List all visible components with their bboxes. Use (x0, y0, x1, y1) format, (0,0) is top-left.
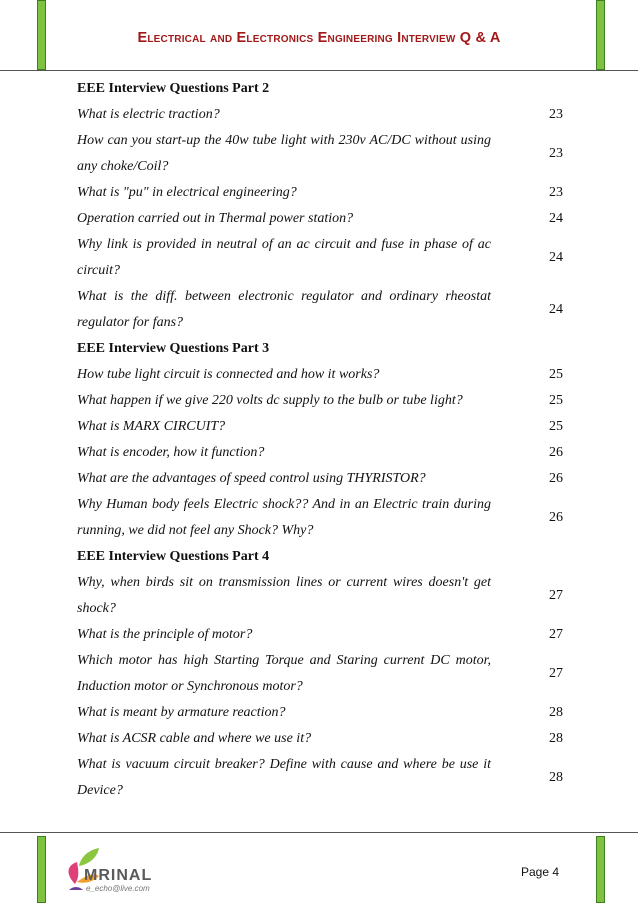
footer-rule (0, 832, 638, 833)
toc-question: What is "pu" in electrical engineering? (77, 185, 297, 200)
logo-name: MRINAL (84, 867, 153, 884)
toc-page-number: 28 (549, 770, 563, 785)
toc-page-number: 24 (549, 302, 563, 317)
toc-entry[interactable] (77, 440, 563, 466)
toc-page-number: 25 (549, 393, 563, 408)
toc-entry[interactable] (77, 700, 563, 726)
toc-entry[interactable] (77, 232, 563, 284)
toc-question: Why, when birds sit on transmission lines or current wires doesn't get shock? (77, 575, 491, 616)
table-of-contents (77, 76, 563, 804)
logo-email: e_echo@live.com (86, 884, 150, 893)
toc-question: What is the diff. between electronic regulator and ordinary rheostat regulator for fans? (77, 289, 491, 330)
toc-question: What is MARX CIRCUIT? (77, 419, 226, 434)
toc-entry[interactable] (77, 414, 563, 440)
toc-entry[interactable] (77, 492, 563, 544)
toc-page-number: 27 (549, 666, 563, 681)
toc-question: How tube light circuit is connected and how it works? (77, 367, 380, 382)
toc-entry[interactable] (77, 466, 563, 492)
toc-entry[interactable] (77, 622, 563, 648)
header-rule (0, 70, 638, 71)
toc-question: Operation carried out in Thermal power station? (77, 211, 354, 226)
toc-question: What is the principle of motor? (77, 627, 253, 642)
toc-page-number: 24 (549, 250, 563, 265)
toc-page-number: 24 (549, 211, 563, 226)
toc-entry[interactable] (77, 180, 563, 206)
toc-question: What is meant by armature reaction? (77, 705, 286, 720)
toc-page-number: 25 (549, 367, 563, 382)
toc-entry[interactable] (77, 388, 563, 414)
toc-page-number: 28 (549, 731, 563, 746)
toc-entry[interactable] (77, 752, 563, 804)
toc-question: What are the advantages of speed control using THYRISTOR? (77, 471, 426, 486)
toc-entry[interactable] (77, 206, 563, 232)
toc-page-number: 26 (549, 445, 563, 460)
toc-page-number: 27 (549, 627, 563, 642)
right-footer-bar (596, 836, 605, 903)
toc-question: What is vacuum circuit breaker? Define with cause and where be use it Device? (77, 757, 491, 798)
document-header-title: Electrical and Electronics Engineering Interview Q & A (137, 30, 501, 46)
toc-question: Which motor has high Starting Torque and Staring current DC motor, Induction motor or Synchronous motor? (77, 653, 491, 694)
toc-page-number: 26 (549, 510, 563, 525)
toc-question: What happen if we give 220 volts dc supply to the bulb or tube light? (77, 393, 463, 408)
toc-question: Why Human body feels Electric shock?? And in an Electric train during running, we did not feel any Shock? Why? (77, 497, 491, 538)
section-heading: EEE Interview Questions Part 2 (77, 81, 270, 96)
toc-entry[interactable] (77, 128, 563, 180)
toc-question: How can you start-up the 40w tube light with 230v AC/DC without using any choke/Coil? (77, 133, 491, 174)
toc-page-number: 23 (549, 185, 563, 200)
toc-page-number: 23 (549, 107, 563, 122)
toc-page-number: 28 (549, 705, 563, 720)
section-heading: EEE Interview Questions Part 4 (77, 549, 270, 564)
toc-question: What is ACSR cable and where we use it? (77, 731, 312, 746)
toc-entry[interactable] (77, 726, 563, 752)
toc-entry[interactable] (77, 570, 563, 622)
toc-question: Why link is provided in neutral of an ac circuit and fuse in phase of ac circuit? (77, 237, 491, 278)
toc-page-number: 27 (549, 588, 563, 603)
toc-page-number: 25 (549, 419, 563, 434)
section-heading: EEE Interview Questions Part 3 (77, 341, 270, 356)
page-number: Page 4 (521, 865, 560, 879)
left-footer-bar (37, 836, 46, 903)
toc-page-number: 26 (549, 471, 563, 486)
toc-question: What is electric traction? (77, 107, 220, 122)
toc-entry[interactable] (77, 362, 563, 388)
toc-entry[interactable] (77, 284, 563, 336)
toc-page-number: 23 (549, 146, 563, 161)
toc-entry[interactable] (77, 102, 563, 128)
toc-question: What is encoder, how it function? (77, 445, 265, 460)
toc-entry[interactable] (77, 648, 563, 700)
